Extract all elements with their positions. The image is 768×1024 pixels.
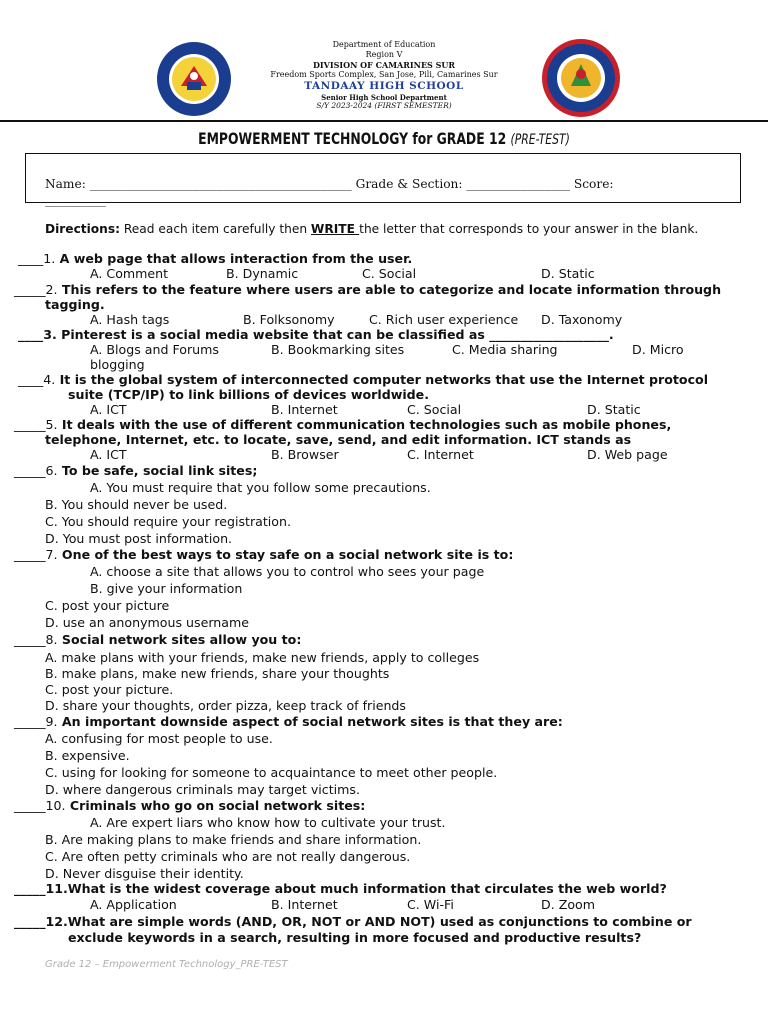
choice: C. Rich user experience — [369, 312, 519, 327]
choice: B. give your information — [90, 581, 243, 596]
choice: B. Folksonomy — [243, 312, 335, 327]
choice: C. Wi-Fi — [407, 897, 454, 912]
choice: B. Browser — [271, 447, 339, 462]
header-region: Region V — [365, 50, 403, 59]
choice: D. Never disguise their identity. — [45, 866, 244, 881]
choice: C. post your picture — [45, 598, 170, 613]
page-title — [54, 129, 714, 148]
directions-pre: Read each item carefully then — [119, 222, 311, 236]
choice: A. ICT — [90, 447, 127, 462]
choice: D. Static — [587, 402, 641, 417]
choice: D. Taxonomy — [541, 312, 623, 327]
choice: B. Internet — [271, 897, 338, 912]
question-text: It is the global system of interconnected computer networks that use the Internet protocol — [55, 372, 709, 387]
answer-blank[interactable]: _____6. — [14, 463, 58, 478]
student-info-line — [45, 177, 614, 191]
choice: B. Dynamic — [226, 266, 299, 281]
question-9 — [14, 714, 563, 729]
choice: D. share your thoughts, order pizza, keep track of friends — [45, 698, 406, 713]
choice: D. Zoom — [541, 897, 596, 912]
score-label: Score: — [569, 177, 614, 191]
choice: B. Are making plans to make friends and share information. — [45, 832, 422, 847]
question-7 — [14, 547, 513, 562]
answer-blank[interactable]: _____2. — [14, 282, 58, 297]
title-text: EMPOWERMENT TECHNOLOGY for GRADE 12 — [198, 129, 507, 148]
choice: B. You should never be used. — [45, 497, 228, 512]
answer-blank[interactable]: _____9. — [14, 714, 58, 729]
question-text: To be safe, social link sites; — [57, 463, 258, 478]
choice: C. post your picture. — [45, 682, 174, 697]
question-text: This refers to the feature where users are able to categorize and locate information through — [57, 282, 722, 297]
choice: B. Bookmarking sites — [271, 342, 405, 357]
answer-blank[interactable]: ____4. — [18, 372, 56, 387]
choice: B. expensive. — [45, 748, 130, 763]
title-suffix: (PRE-TEST) — [510, 132, 570, 148]
question-6 — [14, 463, 257, 478]
question-12: _____12.What are simple words (AND, OR, NOT or AND NOT) used as conjunctions to combine or — [14, 914, 692, 929]
choice: C. Internet — [407, 447, 474, 462]
choice: D. Micro — [632, 342, 684, 357]
choice: A. Are expert liars who know how to cultivate your trust. — [90, 815, 446, 830]
directions-label: Directions: — [45, 222, 120, 236]
choice: C. Social — [407, 402, 462, 417]
question-5 — [14, 417, 671, 432]
header-school: TANDAAY HIGH SCHOOL — [304, 80, 464, 92]
choice: C. Social — [362, 266, 417, 281]
question-10 — [14, 798, 365, 813]
choice: C. You should require your registration. — [45, 514, 291, 529]
header-address: Freedom Sports Complex, San Jose, Pili, Camarines Sur — [270, 70, 498, 79]
question-4 — [18, 372, 708, 387]
question-text-cont: exclude keywords in a search, resulting in more focused and productive results? — [68, 930, 642, 945]
choice: D. where dangerous criminals may target victims. — [45, 782, 360, 797]
page-footer: Grade 12 – Empowerment Technology_PRE-TEST — [45, 959, 288, 970]
question-text: An important downside aspect of social network sites is that they are: — [57, 714, 563, 729]
question-8 — [14, 632, 301, 647]
directions-post: the letter that corresponds to your answer in the blank. — [359, 222, 699, 236]
header-dept: Department of Education — [332, 40, 436, 49]
name-field[interactable]: ___________________________________________ — [89, 177, 352, 191]
choice: D. You must post information. — [45, 531, 233, 546]
choice: B. Internet — [271, 402, 338, 417]
question-text: One of the best ways to stay safe on a social network site is to: — [57, 547, 514, 562]
choice: A. Blogs and Forums — [90, 342, 219, 357]
header-rule — [0, 120, 768, 122]
choice: C. Are often petty criminals who are not really dangerous. — [45, 849, 411, 864]
answer-blank[interactable]: _____7. — [14, 547, 58, 562]
question-text: Social network sites allow you to: — [57, 632, 302, 647]
choice: A. make plans with your friends, make new friends, apply to colleges — [45, 650, 480, 665]
choice: B. make plans, make new friends, share your thoughts — [45, 666, 390, 681]
question-text: A web page that allows interaction from the user. — [55, 251, 413, 266]
choice: C. Media sharing — [452, 342, 558, 357]
choice: A. confusing for most people to use. — [45, 731, 273, 746]
choice: D. use an anonymous username — [45, 615, 250, 630]
grade-label: Grade & Section: — [351, 177, 467, 191]
question-11: _____11.What is the widest coverage about much information that circulates the web world? — [14, 881, 667, 896]
question-3: ____3. Pinterest is a social media website that can be classified as ___________________. — [18, 327, 614, 342]
choice: A. Application — [90, 897, 177, 912]
score-field[interactable]: __________ — [45, 193, 106, 207]
question-text: It deals with the use of different communication technologies such as mobile phones, — [57, 417, 672, 432]
choice: A. Hash tags — [90, 312, 170, 327]
choice: A. You must require that you follow some precautions. — [90, 480, 431, 495]
grade-field[interactable]: _________________ — [466, 177, 570, 191]
choice-cont: blogging — [90, 357, 145, 372]
choice: D. Web page — [587, 447, 668, 462]
question-text-cont: suite (TCP/IP) to link billions of devices worldwide. — [68, 387, 430, 402]
header-department: Senior High School Department — [321, 93, 447, 102]
directions-emph: WRITE — [310, 222, 360, 236]
choice: A. Comment — [90, 266, 169, 281]
answer-blank[interactable]: _____10. — [14, 798, 66, 813]
header-division: DIVISION OF CAMARINES SUR — [312, 60, 456, 70]
name-label: Name: — [45, 177, 90, 191]
question-text: Criminals who go on social network sites: — [65, 798, 366, 813]
directions — [45, 222, 698, 237]
answer-blank[interactable]: ____1. — [18, 251, 56, 266]
question-text-cont: tagging. — [45, 297, 105, 312]
choice: A. ICT — [90, 402, 127, 417]
question-1 — [18, 251, 412, 266]
choice: A. choose a site that allows you to control who sees your page — [90, 564, 485, 579]
answer-blank[interactable]: _____8. — [14, 632, 58, 647]
question-2 — [14, 282, 721, 297]
header-sy: S/Y 2023-2024 (FIRST SEMESTER) — [316, 101, 452, 110]
answer-blank[interactable]: _____5. — [14, 417, 58, 432]
choice: C. using for looking for someone to acquaintance to meet other people. — [45, 765, 498, 780]
choice: D. Static — [541, 266, 595, 281]
question-text-cont: telephone, Internet, etc. to locate, save, send, and edit information. ICT stands as — [45, 432, 632, 447]
